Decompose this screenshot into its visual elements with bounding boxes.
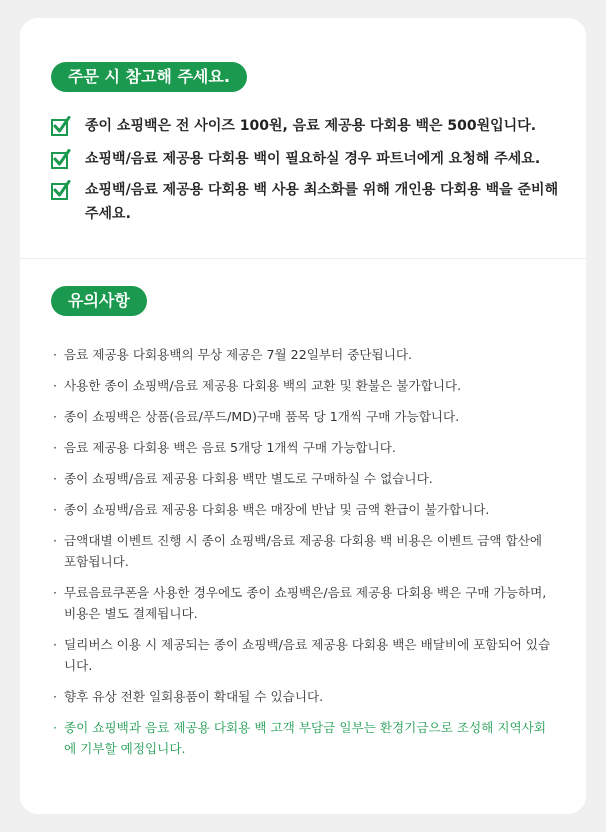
order-note-item [51,114,571,138]
checkbox-check-icon [51,149,71,169]
caution-item [53,437,558,458]
caution-text: 향후 유상 전환 일회용품이 확대될 수 있습니다. [64,689,324,704]
bullet-dot: · [53,440,58,455]
caution-highlight-text: 종이 쇼핑백과 음료 제공용 다회용 백 고객 부담금 일부는 환경기금으로 조성해 지역사회에 기부할 예정입니다. [64,720,546,756]
caution-text: 금액대별 이벤트 진행 시 종이 쇼핑백/음료 제공용 다회용 백 비용은 이벤트 금액 합산에 포함됩니다. [64,533,543,569]
checkbox-check-icon [51,116,71,136]
cautions-title: 유의사항 [51,286,147,316]
caution-item [53,344,558,365]
caution-item [53,582,558,624]
bullet-dot: · [53,689,58,704]
caution-item [53,499,558,520]
caution-item [53,530,558,572]
order-notes-list [51,114,571,235]
caution-item [53,406,558,427]
caution-text: 무료음료쿠폰을 사용한 경우에도 종이 쇼핑백은/음료 제공용 다회용 백은 구매 가능하며, 비용은 별도 결제됩니다. [64,585,547,621]
checkbox-check-icon [51,180,71,200]
order-note-item [51,178,565,226]
caution-item [53,686,558,707]
bullet-dot: · [53,720,58,735]
cautions-list [53,344,558,769]
caution-text: 종이 쇼핑백은 상품(음료/푸드/MD)구매 품목 당 1개씩 구매 가능합니다. [64,409,460,424]
caution-text: 사용한 종이 쇼핑백/음료 제공용 다회용 백의 교환 및 환불은 불가합니다. [64,378,462,393]
caution-text: 종이 쇼핑백/음료 제공용 다회용 백은 매장에 반납 및 금액 환급이 불가합니다. [64,502,490,517]
caution-highlight-item [53,717,558,759]
bullet-dot: · [53,347,58,362]
bullet-dot: · [53,409,58,424]
order-note-item [51,147,571,171]
caution-text: 음료 제공용 다회용 백은 음료 5개당 1개씩 구매 가능합니다. [64,440,396,455]
bullet-dot: · [53,533,58,548]
bullet-dot: · [53,378,58,393]
caution-text: 종이 쇼핑백/음료 제공용 다회용 백만 별도로 구매하실 수 없습니다. [64,471,433,486]
order-note-text: 종이 쇼핑백은 전 사이즈 100원, 음료 제공용 다회용 백은 500원입니다. [85,118,537,134]
order-notes-section [20,18,586,258]
caution-item [53,375,558,396]
section-divider [20,258,586,259]
bullet-dot: · [53,637,58,652]
caution-text: 딜리버스 이용 시 제공되는 종이 쇼핑백/음료 제공용 다회용 백은 배달비에 포함되어 있습니다. [64,637,551,673]
bullet-dot: · [53,502,58,517]
order-note-text: 쇼핑백/음료 제공용 다회용 백 사용 최소화를 위해 개인용 다회용 백을 준비해 주세요. [85,182,559,222]
caution-item [53,468,558,489]
order-notes-title: 주문 시 참고해 주세요. [51,62,247,92]
caution-item [53,634,558,676]
info-card [20,18,586,814]
bullet-dot: · [53,471,58,486]
order-note-text: 쇼핑백/음료 제공용 다회용 백이 필요하실 경우 파트너에게 요청해 주세요. [85,151,541,167]
bullet-dot: · [53,585,58,600]
caution-text: 음료 제공용 다회용백의 무상 제공은 7월 22일부터 중단됩니다. [64,347,413,362]
